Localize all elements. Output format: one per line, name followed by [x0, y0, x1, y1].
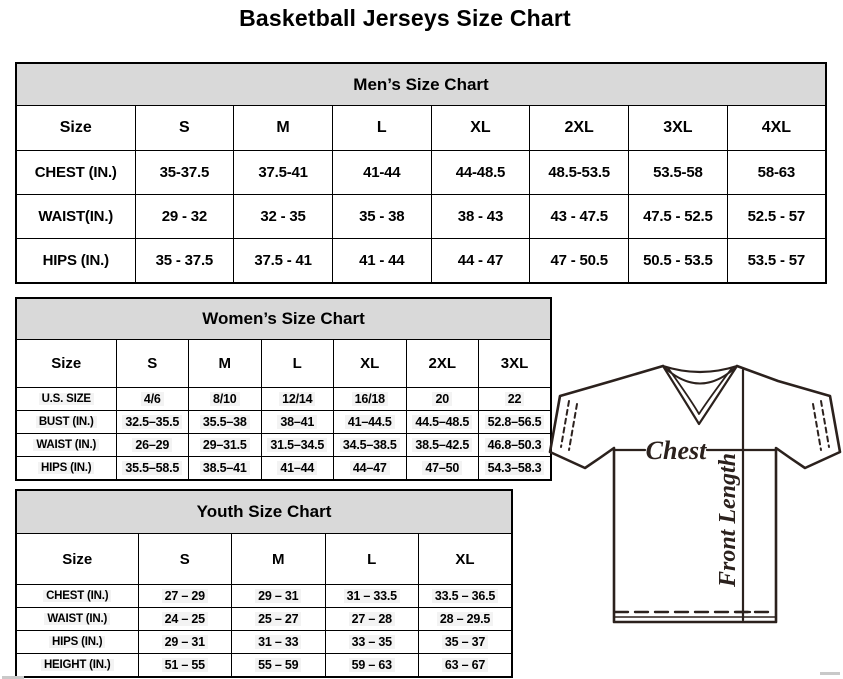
womens-size-table — [15, 297, 552, 481]
youth-row-label: HEIGHT (IN.) — [16, 654, 138, 678]
women-row-label: U.S. SIZE — [16, 388, 116, 411]
men-row-label: WAIST(IN.) — [16, 195, 135, 239]
men-value-cell: 47 - 50.5 — [530, 239, 629, 284]
youth-value-cell: 33.5 – 36.5 — [419, 585, 513, 608]
women-value-cell: 35.5–38 — [189, 411, 262, 434]
women-column-header-size: Size — [16, 340, 116, 388]
youth-value-cell: 31 – 33 — [232, 631, 326, 654]
men-value-cell: 48.5-53.5 — [530, 151, 629, 195]
men-value-cell: 52.5 - 57 — [727, 195, 826, 239]
men-value-cell: 38 - 43 — [431, 195, 530, 239]
men-column-header-xl: XL — [431, 106, 530, 151]
youth-table-title: Youth Size Chart — [16, 490, 512, 534]
youth-size-table — [15, 489, 513, 678]
women-value-cell: 26–29 — [116, 434, 189, 457]
women-table-row — [16, 434, 551, 457]
men-value-cell: 53.5 - 57 — [727, 239, 826, 284]
women-value-cell: 44–47 — [334, 457, 407, 481]
men-value-cell: 58-63 — [727, 151, 826, 195]
men-value-cell: 29 - 32 — [135, 195, 234, 239]
youth-value-cell: 35 – 37 — [419, 631, 513, 654]
women-column-header-s: S — [116, 340, 189, 388]
women-column-header-xl: XL — [334, 340, 407, 388]
men-value-cell: 50.5 - 53.5 — [629, 239, 728, 284]
women-value-cell: 41–44 — [261, 457, 334, 481]
men-value-cell: 44-48.5 — [431, 151, 530, 195]
men-column-header-size: Size — [16, 106, 135, 151]
women-value-cell: 38–41 — [261, 411, 334, 434]
women-value-cell: 38.5–42.5 — [406, 434, 479, 457]
women-value-cell: 20 — [406, 388, 479, 411]
women-table-row — [16, 388, 551, 411]
women-value-cell: 29–31.5 — [189, 434, 262, 457]
youth-table-row — [16, 608, 512, 631]
men-column-header-2xl: 2XL — [530, 106, 629, 151]
women-row-label: WAIST (IN.) — [16, 434, 116, 457]
men-value-cell: 35-37.5 — [135, 151, 234, 195]
youth-value-cell: 31 – 33.5 — [325, 585, 419, 608]
men-value-cell: 37.5-41 — [234, 151, 333, 195]
women-column-header-2xl: 2XL — [406, 340, 479, 388]
youth-table-row — [16, 585, 512, 608]
youth-row-label: CHEST (IN.) — [16, 585, 138, 608]
women-value-cell: 4/6 — [116, 388, 189, 411]
men-column-header-l: L — [332, 106, 431, 151]
youth-column-header-m: M — [232, 534, 326, 585]
women-column-header-m: M — [189, 340, 262, 388]
youth-value-cell: 33 – 35 — [325, 631, 419, 654]
mens-size-table — [15, 62, 827, 284]
men-column-header-4xl: 4XL — [727, 106, 826, 151]
women-value-cell: 31.5–34.5 — [261, 434, 334, 457]
youth-value-cell: 25 – 27 — [232, 608, 326, 631]
youth-row-label: WAIST (IN.) — [16, 608, 138, 631]
men-value-cell: 37.5 - 41 — [234, 239, 333, 284]
youth-value-cell: 28 – 29.5 — [419, 608, 513, 631]
men-value-cell: 35 - 38 — [332, 195, 431, 239]
women-value-cell: 46.8–50.3 — [479, 434, 552, 457]
front-length-label: Front Length — [715, 452, 741, 588]
jersey-icon — [548, 360, 843, 636]
page-title: Basketball Jerseys Size Chart — [239, 5, 571, 31]
men-table-row — [16, 195, 826, 239]
men-column-header-m: M — [234, 106, 333, 151]
men-table-row — [16, 239, 826, 284]
chest-label: Chest — [645, 436, 707, 465]
youth-column-header-size: Size — [16, 534, 138, 585]
women-value-cell: 41–44.5 — [334, 411, 407, 434]
youth-table-row — [16, 631, 512, 654]
women-value-cell: 12/14 — [261, 388, 334, 411]
women-value-cell: 22 — [479, 388, 552, 411]
women-value-cell: 38.5–41 — [189, 457, 262, 481]
men-column-header-3xl: 3XL — [629, 106, 728, 151]
women-value-cell: 44.5–48.5 — [406, 411, 479, 434]
youth-value-cell: 29 – 31 — [138, 631, 232, 654]
youth-value-cell: 55 – 59 — [232, 654, 326, 678]
men-value-cell: 43 - 47.5 — [530, 195, 629, 239]
youth-column-header-xl: XL — [419, 534, 513, 585]
jersey-measurement-diagram — [548, 360, 843, 636]
women-row-label: HIPS (IN.) — [16, 457, 116, 481]
scrollbar-fragment-right — [820, 672, 840, 675]
men-value-cell: 47.5 - 52.5 — [629, 195, 728, 239]
women-value-cell: 32.5–35.5 — [116, 411, 189, 434]
men-column-header-s: S — [135, 106, 234, 151]
men-value-cell: 35 - 37.5 — [135, 239, 234, 284]
youth-row-label: HIPS (IN.) — [16, 631, 138, 654]
men-value-cell: 41-44 — [332, 151, 431, 195]
women-table-row — [16, 411, 551, 434]
women-column-header-l: L — [261, 340, 334, 388]
women-value-cell: 34.5–38.5 — [334, 434, 407, 457]
youth-column-header-s: S — [138, 534, 232, 585]
women-value-cell: 8/10 — [189, 388, 262, 411]
men-value-cell: 32 - 35 — [234, 195, 333, 239]
women-value-cell: 52.8–56.5 — [479, 411, 552, 434]
youth-value-cell: 24 – 25 — [138, 608, 232, 631]
youth-value-cell: 59 – 63 — [325, 654, 419, 678]
women-column-header-3xl: 3XL — [479, 340, 552, 388]
women-table-row — [16, 457, 551, 481]
youth-value-cell: 63 – 67 — [419, 654, 513, 678]
youth-column-header-l: L — [325, 534, 419, 585]
women-row-label: BUST (IN.) — [16, 411, 116, 434]
youth-value-cell: 27 – 29 — [138, 585, 232, 608]
women-value-cell: 47–50 — [406, 457, 479, 481]
men-row-label: CHEST (IN.) — [16, 151, 135, 195]
women-value-cell: 16/18 — [334, 388, 407, 411]
men-row-label: HIPS (IN.) — [16, 239, 135, 284]
women-table-title: Women’s Size Chart — [16, 298, 551, 340]
youth-value-cell: 29 – 31 — [232, 585, 326, 608]
men-value-cell: 41 - 44 — [332, 239, 431, 284]
women-value-cell: 35.5–58.5 — [116, 457, 189, 481]
youth-value-cell: 27 – 28 — [325, 608, 419, 631]
men-table-title: Men’s Size Chart — [16, 63, 826, 106]
men-table-row — [16, 151, 826, 195]
youth-value-cell: 51 – 55 — [138, 654, 232, 678]
youth-table-row — [16, 654, 512, 678]
men-value-cell: 44 - 47 — [431, 239, 530, 284]
women-value-cell: 54.3–58.3 — [479, 457, 552, 481]
men-value-cell: 53.5-58 — [629, 151, 728, 195]
